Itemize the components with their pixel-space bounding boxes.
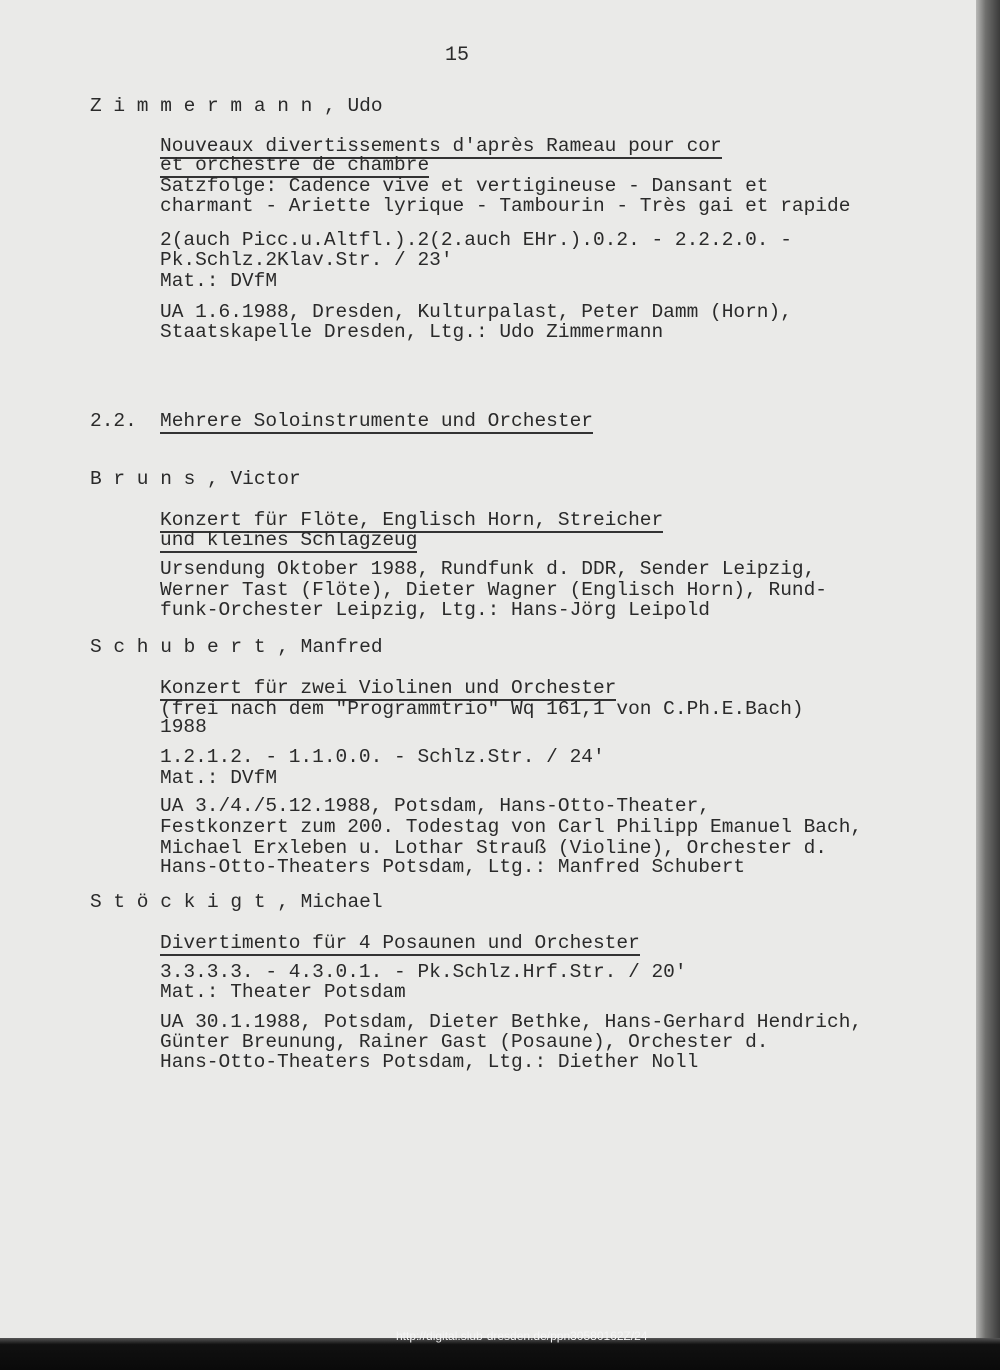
premiere: UA 1.6.1988, Dresden, Kulturpalast, Peter Damm (Horn), xyxy=(160,301,792,323)
instrumentation: Pk.Schlz.2Klav.Str. / 23' xyxy=(160,249,453,271)
work-subtitle: (frei nach dem "Programmtrio" Wq 161,1 von C.Ph.E.Bach) xyxy=(160,698,804,720)
source-url: http://digital.slub-dresden.de/ppn30580162Z/24 xyxy=(396,1329,648,1343)
section-title xyxy=(160,411,593,432)
book-edge xyxy=(976,0,1000,1338)
page-number: 15 xyxy=(445,44,470,67)
premiere: Hans-Otto-Theaters Potsdam, Ltg.: Diether Noll xyxy=(160,1051,699,1073)
work-title xyxy=(160,530,417,551)
movements: charmant - Ariette lyrique - Tambourin - Très gai et rapide xyxy=(160,195,851,217)
composer-surname: Z i m m e r m a n n , xyxy=(90,95,336,117)
work-title xyxy=(160,678,616,699)
premiere: Hans-Otto-Theaters Potsdam, Ltg.: Manfred Schubert xyxy=(160,856,746,878)
title-line: und kleines Schlagzeug xyxy=(160,529,418,551)
premiere: Michael Erxleben u. Lothar Strauß (Violine), Orchester d. xyxy=(160,837,828,859)
composer-surname: S t ö c k i g t , xyxy=(90,891,289,913)
composer-heading xyxy=(90,96,383,117)
material: Mat.: DVfM xyxy=(160,270,278,292)
premiere: UA 3./4./5.12.1988, Potsdam, Hans-Otto-Theater, xyxy=(160,795,710,817)
composer-surname: B r u n s , xyxy=(90,468,219,490)
title-line: Konzert für zwei Violinen und Orchester xyxy=(160,677,617,699)
instrumentation: 3.3.3.3. - 4.3.0.1. - Pk.Schlz.Hrf.Str. / 20' xyxy=(160,961,687,983)
instrumentation: 1.2.1.2. - 1.1.0.0. - Schlz.Str. / 24' xyxy=(160,746,605,768)
work-title xyxy=(160,510,663,531)
composer-surname: S c h u b e r t , xyxy=(90,636,289,658)
work-title xyxy=(160,155,429,176)
composer-given-name: Michael xyxy=(300,891,383,913)
composer-heading xyxy=(90,892,383,913)
title-line: Nouveaux divertissements d'après Rameau pour cor xyxy=(160,135,722,157)
broadcast: funk-Orchester Leipzig, Ltg.: Hans-Jörg Leipold xyxy=(160,599,710,621)
title-line: Divertimento für 4 Posaunen und Orchester xyxy=(160,932,640,954)
title-line: Konzert für Flöte, Englisch Horn, Streicher xyxy=(160,509,664,531)
premiere: UA 30.1.1988, Potsdam, Dieter Bethke, Hans-Gerhard Hendrich, xyxy=(160,1011,863,1033)
broadcast: Werner Tast (Flöte), Dieter Wagner (Englisch Horn), Rund- xyxy=(160,579,828,601)
instrumentation: 2(auch Picc.u.Altfl.).2(2.auch EHr.).0.2. - 2.2.2.0. - xyxy=(160,229,792,251)
title-line: et orchestre de chambre xyxy=(160,154,430,176)
premiere: Festkonzert zum 200. Todestag von Carl Philipp Emanuel Bach, xyxy=(160,816,863,838)
composer-heading xyxy=(90,469,301,490)
section-title-text: Mehrere Soloinstrumente und Orchester xyxy=(160,410,593,432)
material: Mat.: Theater Potsdam xyxy=(160,981,406,1003)
work-title xyxy=(160,933,640,954)
movements: Satzfolge: Cadence vive et vertigineuse - Dansant et xyxy=(160,175,769,197)
composer-heading xyxy=(90,637,383,658)
premiere: Staatskapelle Dresden, Ltg.: Udo Zimmermann xyxy=(160,321,664,343)
section-number: 2.2. xyxy=(90,410,137,432)
broadcast: Ursendung Oktober 1988, Rundfunk d. DDR, Sender Leipzig, xyxy=(160,558,816,580)
composer-given-name: Manfred xyxy=(300,636,383,658)
material: Mat.: DVfM xyxy=(160,767,278,789)
composer-given-name: Udo xyxy=(347,95,383,117)
premiere: Günter Breunung, Rainer Gast (Posaune), Orchester d. xyxy=(160,1031,769,1053)
year: 1988 xyxy=(160,716,207,738)
composer-given-name: Victor xyxy=(230,468,301,490)
